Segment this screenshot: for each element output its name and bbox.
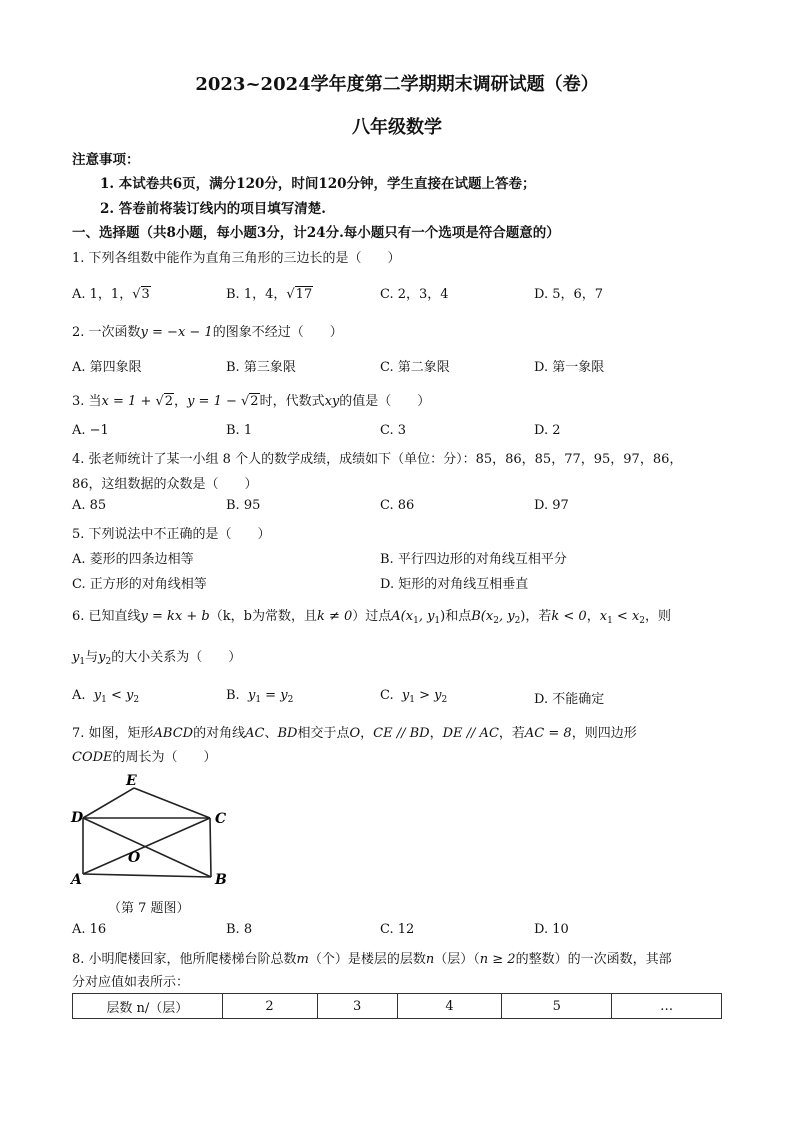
q4-stem-line2: 86，这组数据的众数是（ ）	[72, 477, 258, 492]
q5-option-a: A. 菱形的四条边相等	[72, 552, 194, 567]
q7-figure	[68, 770, 238, 890]
q7-label-a: A	[71, 872, 82, 888]
q1-option-c: C. 2，3，4	[380, 287, 449, 302]
table-header-cell: 层数 n/（层）	[73, 994, 223, 1019]
notes-item-2: 2. 答卷前将装订线内的项目填写清楚.	[100, 201, 326, 217]
q7-caption: （第 7 题图）	[108, 901, 190, 916]
q7-stem-line2: CODE的周长为（ ）	[72, 750, 217, 765]
q1-option-d: D. 5，6，7	[534, 287, 604, 302]
table-row	[73, 994, 722, 1019]
q1-option-b: B. 1，4，√17	[226, 287, 313, 302]
section-heading: 一、选择题（共8小题，每小题3分，计24分.每小题只有一个选项是符合题意的）	[72, 225, 560, 241]
table-cell: 4	[397, 994, 502, 1019]
q4-option-a: A. 85	[72, 498, 107, 513]
table-cell: …	[612, 994, 722, 1019]
q8-stem-line2: 分对应值如表所示：	[72, 975, 190, 990]
q7-stem-line1: 7. 如图，矩形ABCD的对角线AC、BD相交于点O，CE // BD，DE // AC，若AC = 8，则四边形	[72, 726, 637, 741]
q3-stem: 3. 当x = 1 + √2，y = 1 − √2时，代数式xy的值是（ ）	[72, 394, 431, 409]
q2-option-c: C. 第二象限	[380, 360, 450, 375]
table-cell: 3	[317, 994, 397, 1019]
q6-stem-line1: 6. 已知直线y = kx + b（k，b为常数，且k ≠ 0）过点$A(x_1$, $y_1$)和点$B(x_2$, $y_2$)，若k < 0，$x_1 < x_2$，则	[72, 609, 672, 626]
q3-option-c: C. 3	[380, 423, 407, 438]
q5-option-b: B. 平行四边形的对角线互相平分	[380, 552, 567, 567]
q4-option-c: C. 86	[380, 498, 415, 513]
q8-stem-line1: 8. 小明爬楼回家，他所爬楼梯台阶总数m（个）是楼层的层数n（层）（n ≥ 2的整数）的一次函数，其部	[72, 952, 672, 967]
q5-option-c: C. 正方形的对角线相等	[72, 577, 207, 592]
exam-title: 2023~2024学年度第二学期期末调研试题（卷）	[195, 74, 599, 95]
q7-side-ab	[83, 874, 211, 877]
q7-label-o: O	[128, 850, 141, 866]
q4-stem-line1: 4. 张老师统计了某一小组 8 个人的数学成绩，成绩如下（单位：分）：85，86，85，77，95，97，86，	[72, 452, 683, 467]
q7-option-c: C. 12	[380, 922, 415, 937]
exam-subtitle: 八年级数学	[352, 117, 442, 138]
q7-segment-de	[83, 788, 134, 818]
q6-option-b: B. $y_1 = y_2$	[226, 688, 294, 705]
q6-option-c: C. $y_1 > y_2$	[380, 688, 448, 705]
q5-option-d: D. 矩形的对角线互相垂直	[380, 577, 529, 592]
table-cell: 5	[502, 994, 612, 1019]
q6-stem-line2: $y_1$与$y_2$的大小关系为（ ）	[72, 650, 242, 667]
q1-option-a: A. 1，1，√3	[72, 287, 150, 302]
q2-option-d: D. 第一象限	[534, 360, 605, 375]
q4-option-d: D. 97	[534, 498, 569, 513]
notes-heading: 注意事项：	[72, 152, 140, 168]
q6-option-d: D. 不能确定	[534, 692, 605, 707]
q3-option-b: B. 1	[226, 423, 253, 438]
table-cell: 2	[222, 994, 317, 1019]
q8-table	[72, 993, 722, 1019]
q7-side-bc	[210, 818, 211, 877]
q2-option-a: A. 第四象限	[72, 360, 142, 375]
q7-option-a: A. 16	[72, 922, 107, 937]
q1-stem: 1. 下列各组数中能作为直角三角形的三边长的是（ ）	[72, 251, 401, 266]
q2-option-b: B. 第三象限	[226, 360, 296, 375]
q7-label-c: C	[215, 811, 227, 827]
q7-option-b: B. 8	[226, 922, 253, 937]
q7-label-d: D	[71, 810, 84, 826]
q5-stem: 5. 下列说法中不正确的是（ ）	[72, 527, 271, 542]
q3-option-a: A. −1	[72, 423, 109, 438]
q2-stem: 2. 一次函数y = −x − 1的图象不经过（ ）	[72, 325, 343, 340]
q7-segment-ec	[134, 788, 210, 818]
notes-item-1: 1. 本试卷共6页，满分120分，时间120分钟，学生直接在试题上答卷；	[100, 176, 536, 192]
q7-label-e: E	[126, 773, 137, 789]
q3-option-d: D. 2	[534, 423, 561, 438]
q6-option-a: A. $y_1 < y_2$	[72, 688, 140, 705]
q4-option-b: B. 95	[226, 498, 261, 513]
q7-option-d: D. 10	[534, 922, 569, 937]
q7-label-b: B	[215, 872, 227, 888]
